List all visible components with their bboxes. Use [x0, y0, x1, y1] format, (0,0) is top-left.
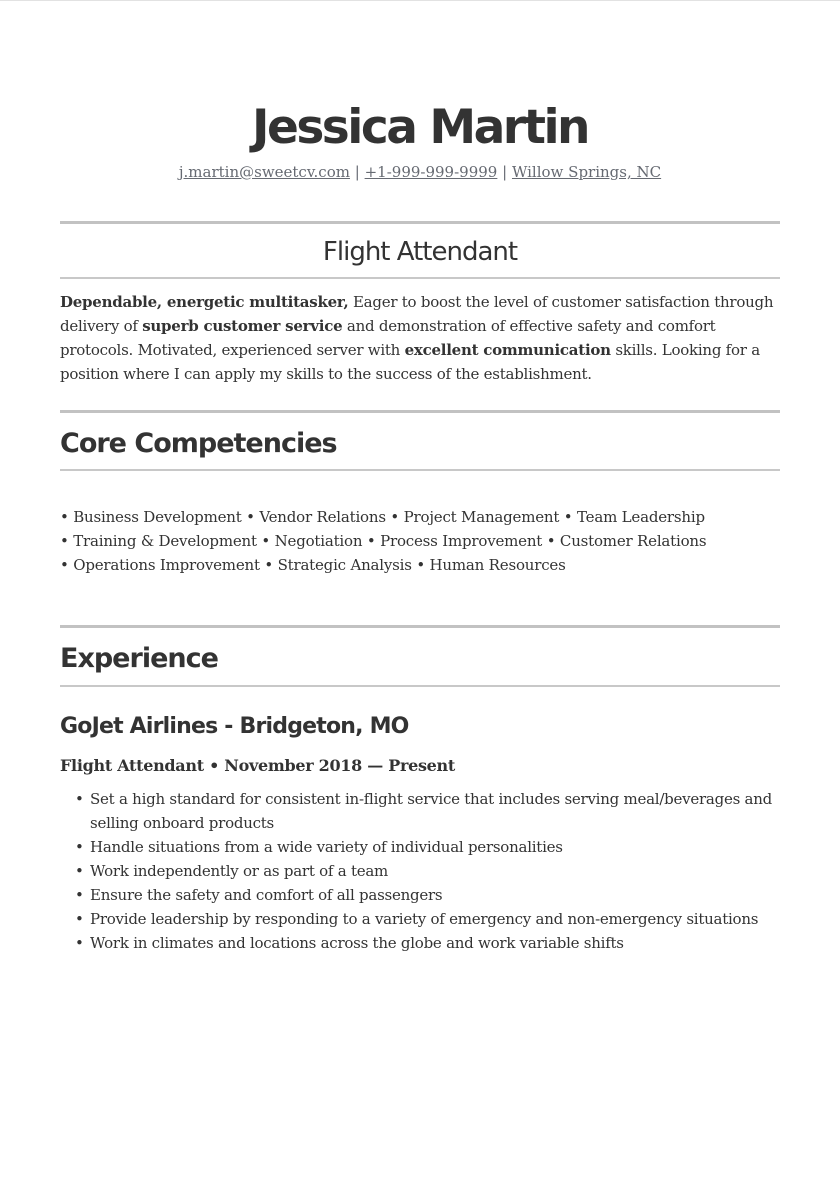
job-title: Flight Attendant — [322, 237, 518, 267]
professional-summary — [60, 290, 780, 386]
divider — [60, 469, 780, 471]
contact-line — [60, 161, 780, 183]
phone-link[interactable]: +1-999-999-9999 — [364, 163, 498, 181]
divider — [60, 685, 780, 687]
section-heading-competencies: Core Competencies — [60, 428, 337, 459]
summary-bold-text: Dependable, energetic multitasker, — [60, 293, 349, 311]
top-border — [0, 0, 840, 1]
competency-line: • Training & Development • Negotiation • Process Improvement • Customer Relations — [60, 532, 707, 550]
duty-item: • Handle situations from a wide variety of individual personalities — [60, 835, 780, 859]
position-and-dates: Flight Attendant • November 2018 — Present — [60, 756, 455, 775]
duty-item: • Set a high standard for consistent in-flight service that includes serving meal/beverages and selling onboard products — [60, 787, 780, 835]
location-link[interactable]: Willow Springs, NC — [511, 163, 662, 181]
duty-item: • Provide leadership by responding to a variety of emergency and non-emergency situations — [60, 907, 780, 931]
summary-text: Eager to boost the level of customer satisfaction through delivery of — [60, 293, 774, 335]
duty-item: • Work in climates and locations across the globe and work variable shifts — [60, 931, 780, 955]
contact-separator: | — [354, 163, 360, 181]
divider — [60, 277, 780, 279]
summary-text: and demonstration of effective safety and comfort protocols. Motivated, experienced server with — [60, 317, 716, 359]
duty-item: • Work independently or as part of a team — [60, 859, 780, 883]
candidate-name: Jessica Martin — [251, 100, 589, 155]
competencies-list — [60, 505, 780, 577]
summary-text: skills. Looking for a position where I can apply my skills to the success of the establishment. — [60, 341, 760, 383]
section-heading-experience: Experience — [60, 643, 218, 674]
divider — [60, 410, 780, 413]
email-link[interactable]: j.martin@sweetcv.com — [178, 163, 350, 181]
competency-line: • Operations Improvement • Strategic Analysis • Human Resources — [60, 556, 566, 574]
contact-separator: | — [502, 163, 508, 181]
duties-list — [60, 787, 780, 955]
divider — [60, 625, 780, 628]
divider — [60, 221, 780, 224]
summary-bold-text: excellent communication — [404, 341, 611, 359]
competency-line: • Business Development • Vendor Relations • Project Management • Team Leadership — [60, 508, 705, 526]
summary-bold-text: superb customer service — [142, 317, 343, 335]
employer-name: GoJet Airlines - Bridgeton, MO — [60, 714, 409, 739]
duty-item: • Ensure the safety and comfort of all passengers — [60, 883, 780, 907]
